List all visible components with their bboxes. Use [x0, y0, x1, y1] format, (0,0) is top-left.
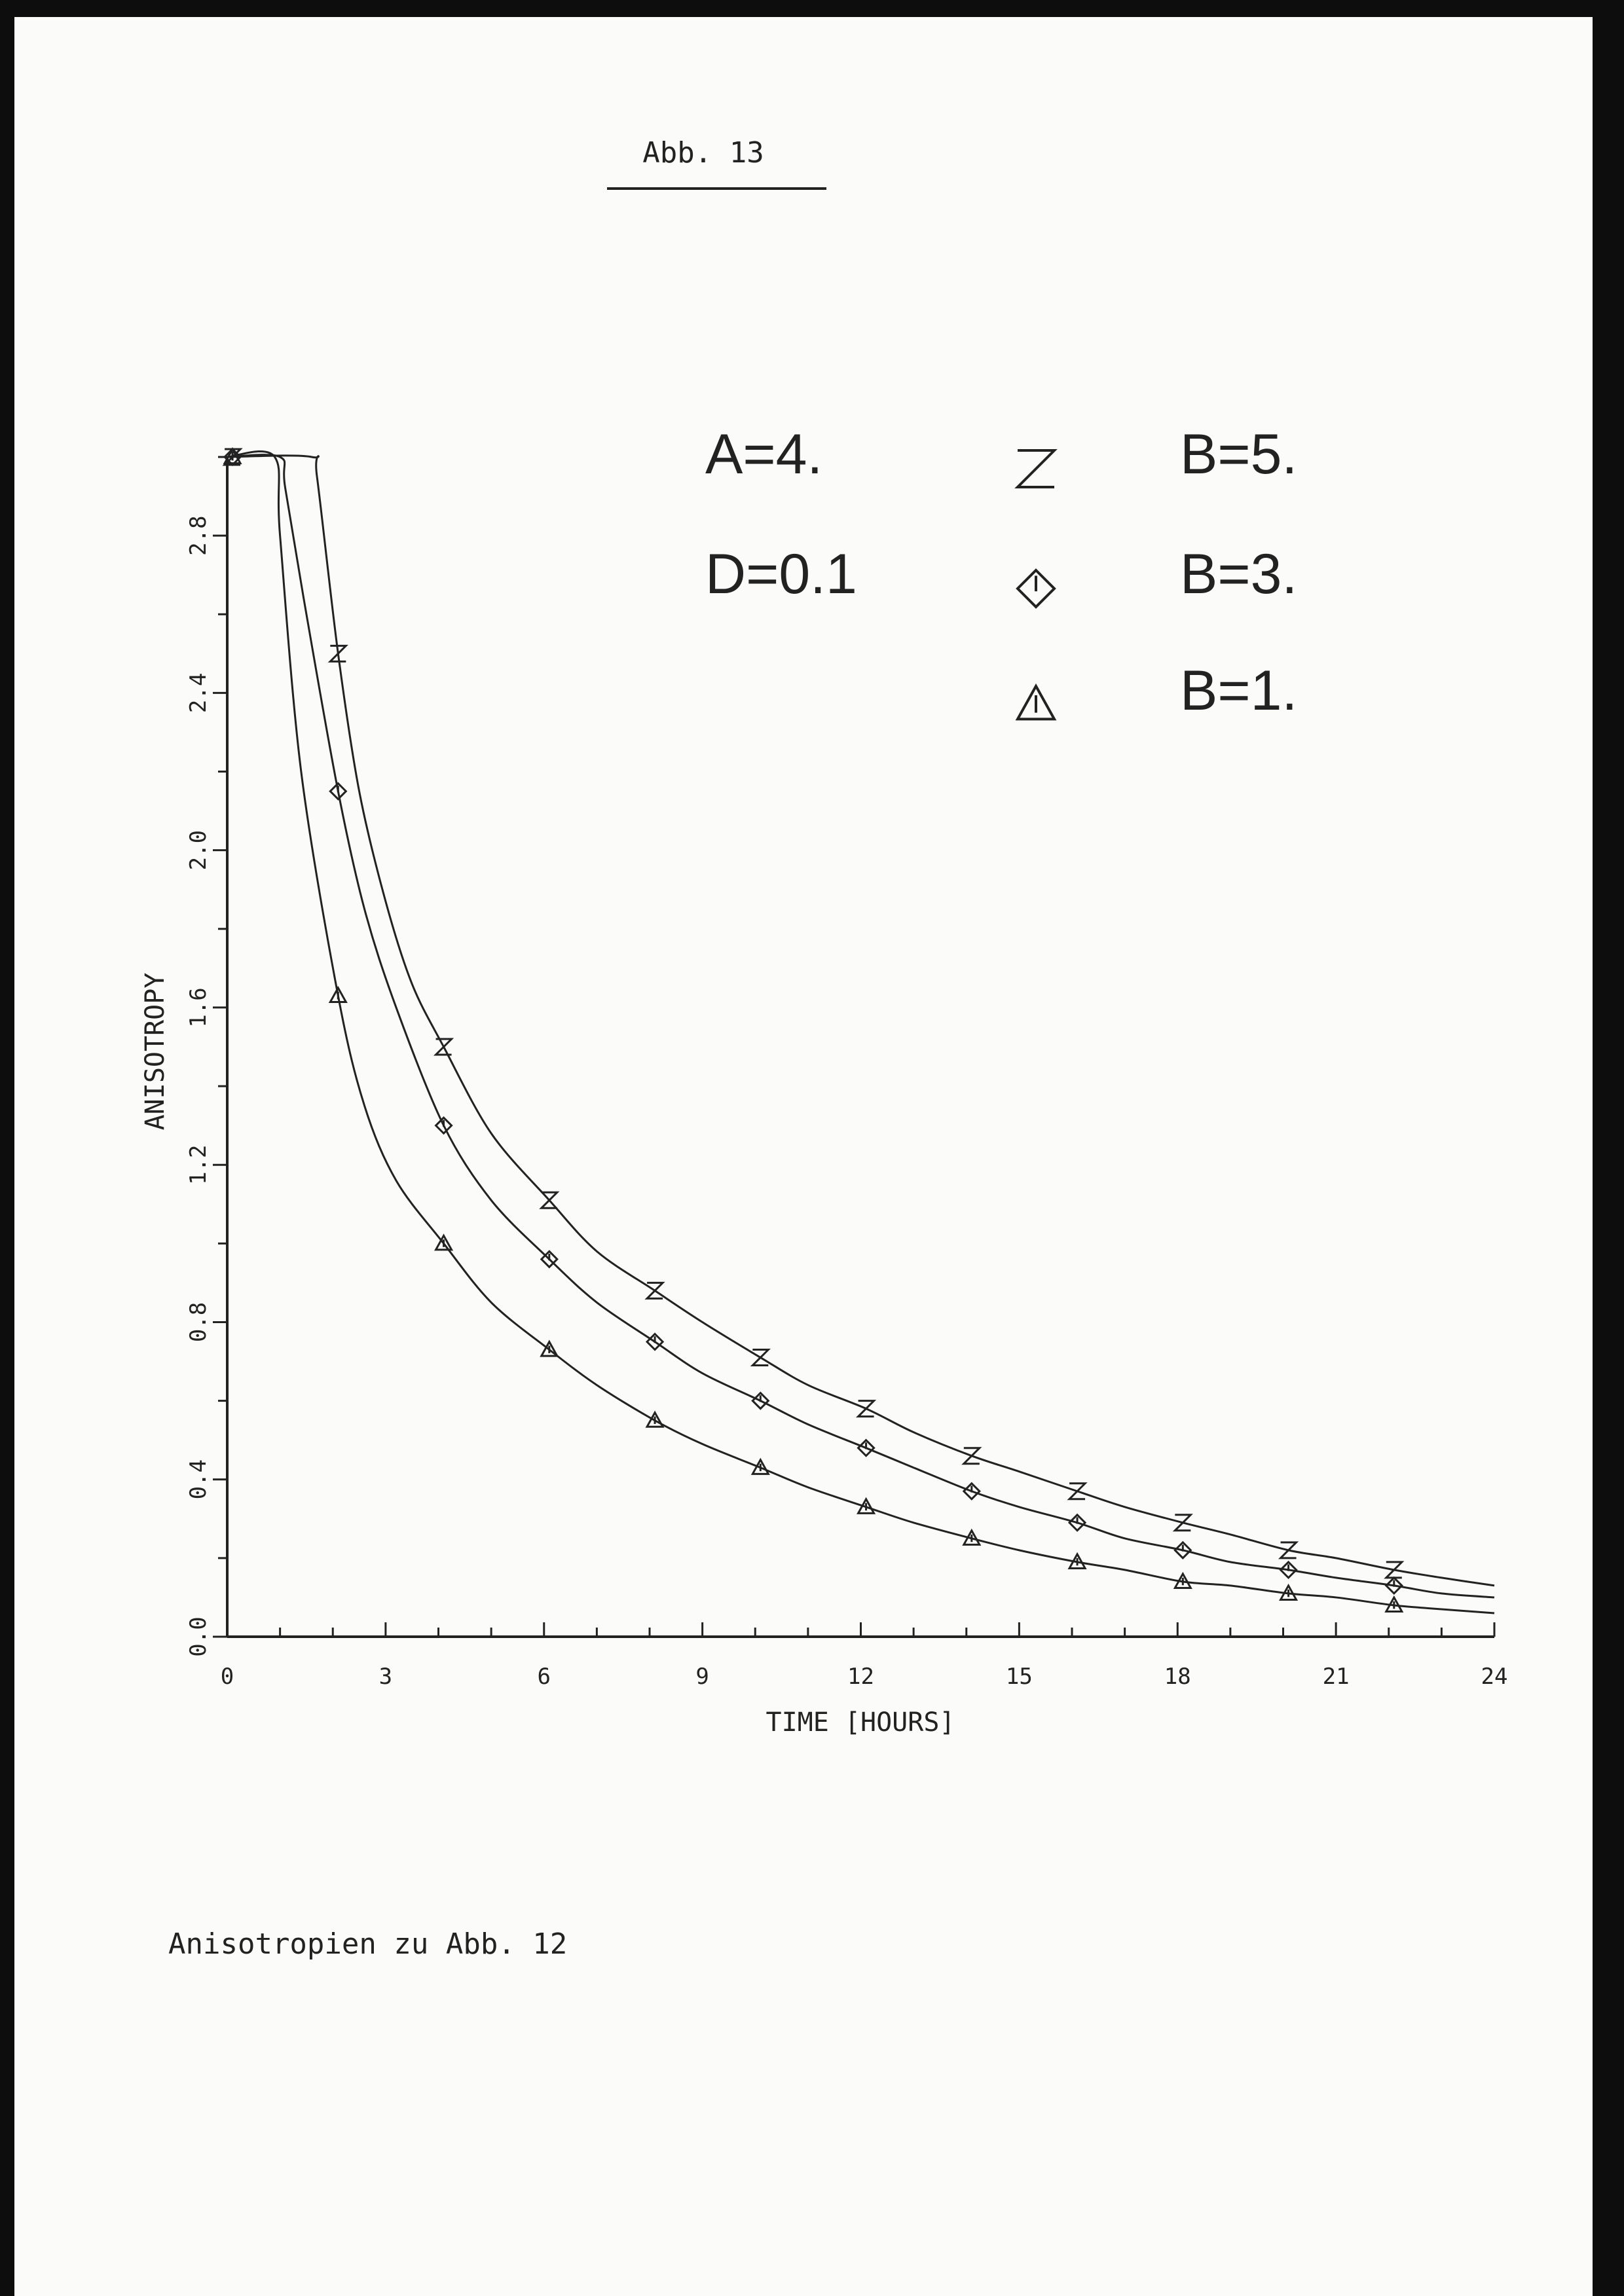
hourglass-marker [1069, 1484, 1085, 1499]
paper-sheet [14, 17, 1593, 2296]
hourglass-marker [1386, 1562, 1402, 1578]
x-tick-label: 21 [1322, 1664, 1350, 1690]
y-axis-title: ANISOTROPY [140, 972, 170, 1131]
x-tick-label: 6 [537, 1664, 551, 1690]
hourglass-marker [1175, 1515, 1190, 1531]
figure-label: Abb. 13 [642, 136, 764, 170]
series-triangle [225, 449, 1494, 1613]
hourglass-shape [1018, 450, 1054, 487]
y-tick-label: 0.4 [185, 1459, 212, 1500]
legend-param-d: D=0.1 [705, 543, 857, 606]
diamond-marker [858, 1440, 874, 1456]
y-tick-label: 1.6 [185, 987, 212, 1028]
x-tick-label: 3 [378, 1664, 393, 1690]
hourglass-marker [752, 1350, 768, 1366]
x-tick-label: 18 [1164, 1664, 1191, 1690]
hourglass-marker [964, 1448, 980, 1464]
y-axis-ticks [213, 457, 227, 1637]
diamond-marker [330, 784, 346, 799]
legend-marker-hourglass [1018, 450, 1054, 487]
diamond-marker [1018, 570, 1054, 607]
series-line [227, 455, 1494, 1597]
hourglass-shape [436, 1039, 452, 1055]
y-tick-label: 0.8 [185, 1302, 212, 1343]
legend-param-a: A=4. [705, 423, 823, 486]
hourglass-shape [752, 1350, 768, 1366]
x-tick-label: 12 [847, 1664, 874, 1690]
y-tick-label: 0.0 [185, 1616, 212, 1657]
diamond-marker [436, 1118, 452, 1133]
hourglass-marker [647, 1283, 663, 1298]
hourglass-marker [436, 1039, 452, 1055]
legend-label-b3: B=3. [1180, 543, 1298, 606]
diamond-marker [964, 1484, 980, 1499]
anisotropy-chart [14, 17, 1593, 2296]
series-layer [225, 449, 1494, 1613]
legend-entry-b3 [1018, 543, 1297, 607]
y-tick-label: 1.2 [185, 1144, 212, 1185]
diamond-marker [752, 1393, 768, 1409]
hourglass-marker [858, 1401, 874, 1417]
y-tick-label: 2.8 [185, 515, 212, 556]
triangle-marker [1018, 686, 1054, 719]
hourglass-shape [1281, 1542, 1297, 1558]
x-axis-ticks [227, 1622, 1494, 1637]
hourglass-shape [647, 1283, 663, 1298]
x-tick-label: 24 [1481, 1664, 1508, 1690]
legend-entry-b5 [1018, 423, 1297, 487]
y-axis-tick-labels [185, 515, 212, 1656]
diamond-marker [647, 1334, 663, 1350]
legend-marker-diamond [1018, 570, 1054, 607]
hourglass-marker [1281, 1542, 1297, 1558]
triangle-marker [647, 1413, 663, 1427]
hourglass-shape [858, 1401, 874, 1417]
diamond-marker [1069, 1515, 1085, 1531]
series-line [227, 451, 1494, 1613]
y-tick-label: 2.4 [185, 672, 212, 714]
hourglass-shape [1386, 1562, 1402, 1578]
triangle-marker [752, 1460, 768, 1474]
hourglass-shape [964, 1448, 980, 1464]
y-tick-label: 2.0 [185, 829, 212, 871]
hourglass-shape [1175, 1515, 1190, 1531]
diamond-marker [1175, 1542, 1190, 1558]
legend-entry-b1 [1018, 659, 1297, 722]
legend-marker-triangle [1018, 686, 1054, 719]
legend-label-b1: B=1. [1180, 659, 1298, 722]
x-axis-tick-labels [221, 1664, 1508, 1690]
series-hourglass [225, 449, 1494, 1586]
x-tick-label: 15 [1005, 1664, 1033, 1690]
caption: Anisotropien zu Abb. 12 [168, 1927, 568, 1961]
x-axis-title: TIME [HOURS] [766, 1707, 955, 1738]
x-tick-label: 0 [220, 1664, 234, 1690]
hourglass-marker [1018, 450, 1054, 487]
x-tick-label: 9 [695, 1664, 709, 1690]
legend-label-b5: B=5. [1180, 423, 1298, 486]
triangle-marker [858, 1499, 874, 1514]
series-diamond [225, 449, 1494, 1597]
hourglass-shape [1069, 1484, 1085, 1499]
